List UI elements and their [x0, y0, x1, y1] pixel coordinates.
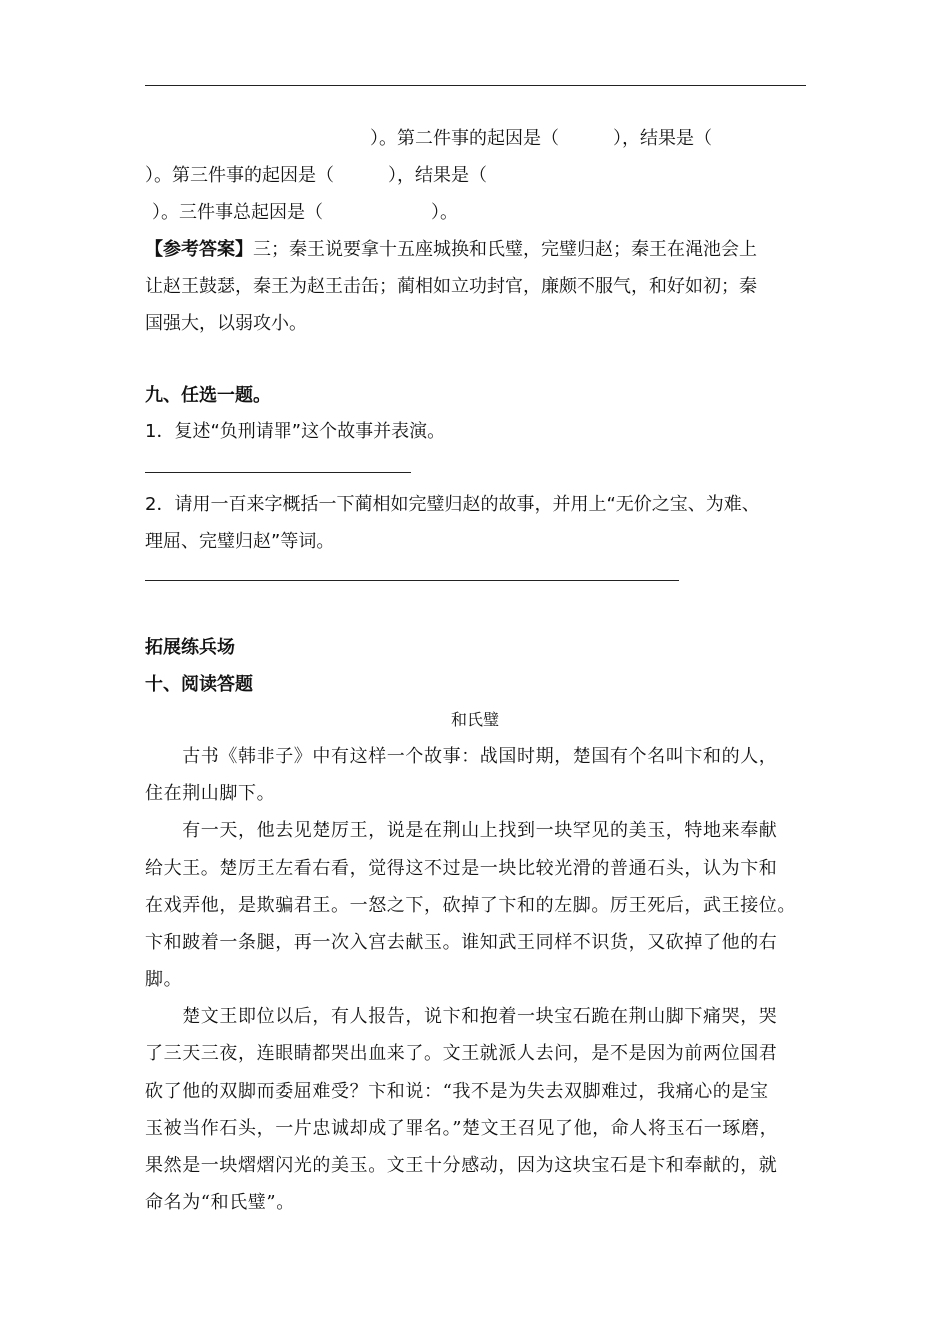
answer-blank-line-1	[145, 472, 411, 473]
fill-line-3: ）。三件事总起因是（ ）。	[152, 202, 458, 223]
story-line: 玉被当作石头，一片忠诚却成了罪名。”楚文王召见了他，命人将玉石一琢磨，	[145, 1118, 779, 1139]
section-9-question-1: 1．复述“负刑请罪”这个故事并表演。	[145, 421, 446, 442]
story-line: 了三天三夜，连眼睛都哭出血来了。文王就派人去问，是不是因为前两位国君	[145, 1043, 778, 1064]
section-9-question-2-line-2: 理屈、完璧归赵”等词。	[145, 531, 335, 552]
fill-line-1: ）。第二件事的起因是（ ），结果是（	[370, 128, 712, 149]
story-line: 卞和跛着一条腿，再一次入宫去献玉。谁知武王同样不识货，又砍掉了他的右	[145, 932, 778, 953]
answer-label: 【参考答案】	[145, 239, 253, 260]
fill-line-2: ）。第三件事的起因是（ ），结果是（	[145, 165, 487, 186]
story-line: 果然是一块熠熠闪光的美玉。文王十分感动，因为这块宝石是卞和奉献的，就	[145, 1155, 778, 1176]
story-line: 脚。	[145, 969, 183, 990]
answer-line-1	[145, 238, 757, 262]
story-line: 砍了他的双脚而委屈难受？卞和说：“我不是为失去双脚难过，我痛心的是宝	[145, 1081, 769, 1102]
story-line: 在戏弄他，是欺骗君王。一怒之下，砍掉了卞和的左脚。厉王死后，武王接位。	[145, 895, 796, 916]
story-line: 住在荆山脚下。	[145, 783, 276, 804]
extension-heading: 拓展练兵场	[145, 637, 235, 658]
header-rule	[145, 85, 806, 86]
story-line: 有一天，他去见楚厉王，说是在荆山上找到一块罕见的美玉，特地来奉献	[145, 820, 778, 841]
story-line: 古书《韩非子》中有这样一个故事：战国时期，楚国有个名叫卞和的人，	[145, 746, 778, 767]
section-10-heading: 十、阅读答题	[145, 674, 253, 695]
story-line: 命名为“和氏璧”。	[145, 1192, 295, 1213]
story-line: 给大王。楚厉王左看右看，觉得这不过是一块比较光滑的普通石头，认为卞和	[145, 858, 778, 879]
answer-blank-line-2	[145, 580, 679, 581]
story-line: 楚文王即位以后，有人报告，说卞和抱着一块宝石跪在荆山脚下痛哭，哭	[145, 1006, 778, 1027]
story-title: 和氏璧	[450, 710, 499, 729]
answer-text-1: 三；秦王说要拿十五座城换和氏璧，完璧归赵；秦王在渑池会上	[253, 239, 757, 260]
section-9-question-2-line-1: 2．请用一百来字概括一下蔺相如完璧归赵的故事，并用上“无价之宝、为难、	[145, 494, 760, 515]
section-9-heading: 九、任选一题。	[145, 385, 271, 406]
answer-line-3: 国强大，以弱攻小。	[145, 313, 307, 334]
answer-line-2: 让赵王鼓瑟，秦王为赵王击缶；蔺相如立功封官，廉颇不服气，和好如初；秦	[145, 276, 757, 297]
